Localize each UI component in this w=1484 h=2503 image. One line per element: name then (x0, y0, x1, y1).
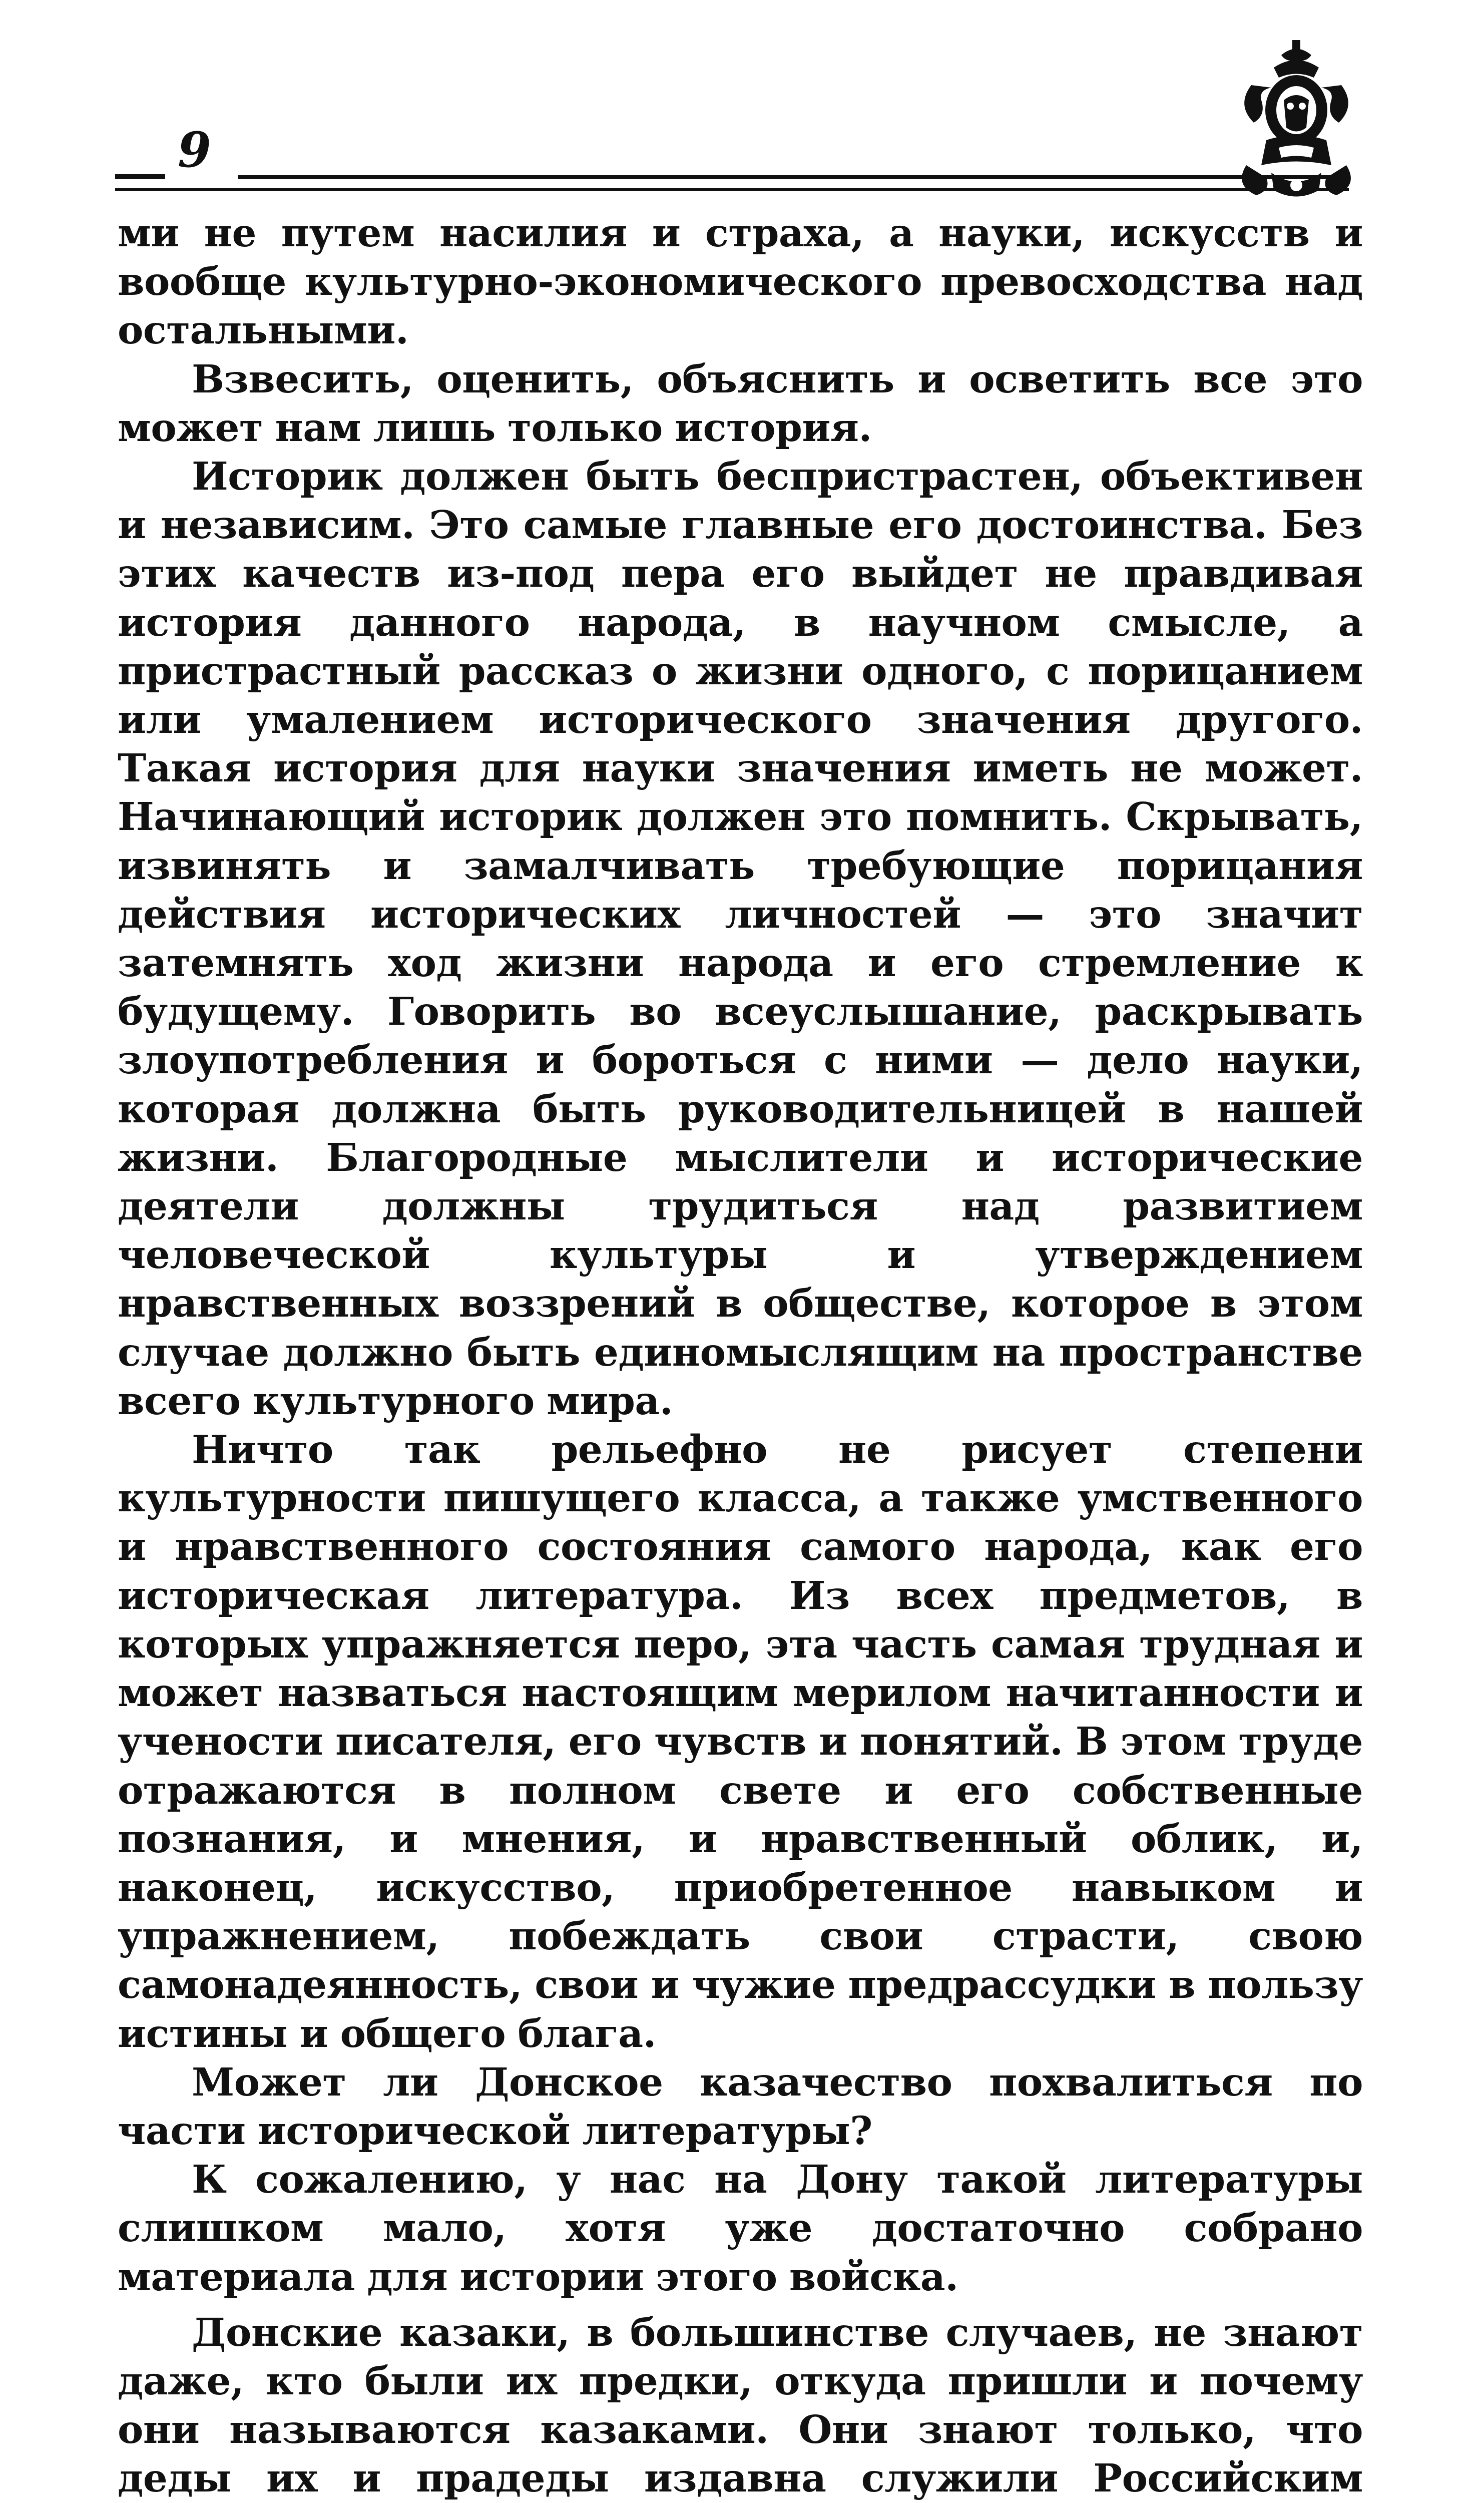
ornament-icon (1231, 40, 1361, 205)
paragraph: Взвесить, оценить, объяснить и осветить все это может нам лишь только история. (118, 356, 1363, 451)
header-rule (238, 175, 1349, 179)
header-lead-rule (115, 174, 165, 179)
header-underline-rule (115, 188, 1349, 191)
paragraph: Может ли Донское казачество похвалиться по части исторической литературы? (118, 2059, 1363, 2154)
page-number: 9 (178, 122, 211, 178)
paragraph: ми не путем насилия и страха, а науки, искусств и вообще культурно-экономического превосходства над остальными. (118, 211, 1363, 353)
body-text (118, 209, 1363, 2503)
paragraph: Донские казаки, в большинстве случаев, не знают даже, кто были их предки, откуда пришли и почему они называются казаками. Они знают только, что деды их и прадеды издавна служили Российским (118, 2310, 1363, 2501)
running-header (115, 122, 1366, 200)
paragraph: Историк должен быть беспристрастен, объективен и независим. Это самые главные его достоинства. Без этих качеств из-под пера его выйдет не правдивая история данного народа, в научном смысле, а пристрастный рассказ о жизни одного, с порицанием или умалением исторического значения другого. Такая история для науки значения иметь не может. Начинающий историк должен это помнить. Скрывать, извинять и замалчивать требующие порицания действия исторических личностей — это значит затемнять ход жизни народа и его стремление к будущему. Говорить во всеуслышание, раскрывать злоупотребления и бороться с ними — дело науки, которая должна быть руководительницей в нашей жизни. Благородные мыслители и исторические деятели должны трудиться над развитием человеческой культуры и утверждением нравственных воззрений в обществе, которое в этом случае должно быть единомыслящим на пространстве всего культурного мира. (118, 454, 1363, 1424)
paragraph: К сожалению, у нас на Дону такой литературы слишком мало, хотя уже достаточно собрано материала для истории этого войска. (118, 2157, 1363, 2300)
paragraph: Ничто так рельефно не рисует степени культурности пишущего класса, а также умственного и нравственного состояния самого народа, как его историческая литература. Из всех предметов, в которых упражняется перо, эта часть самая трудная и может назваться настоящим мерилом начитанности и учености писателя, его чувств и понятий. В этом труде отражаются в полном свете и его собственные познания, и мнения, и нравственный облик, и, наконец, искусство, приобретенное навыком и упражнением, побеждать свои страсти, свою самонадеянность, свои и чужие предрассудки в пользу истины и общего блага. (118, 1427, 1363, 2056)
